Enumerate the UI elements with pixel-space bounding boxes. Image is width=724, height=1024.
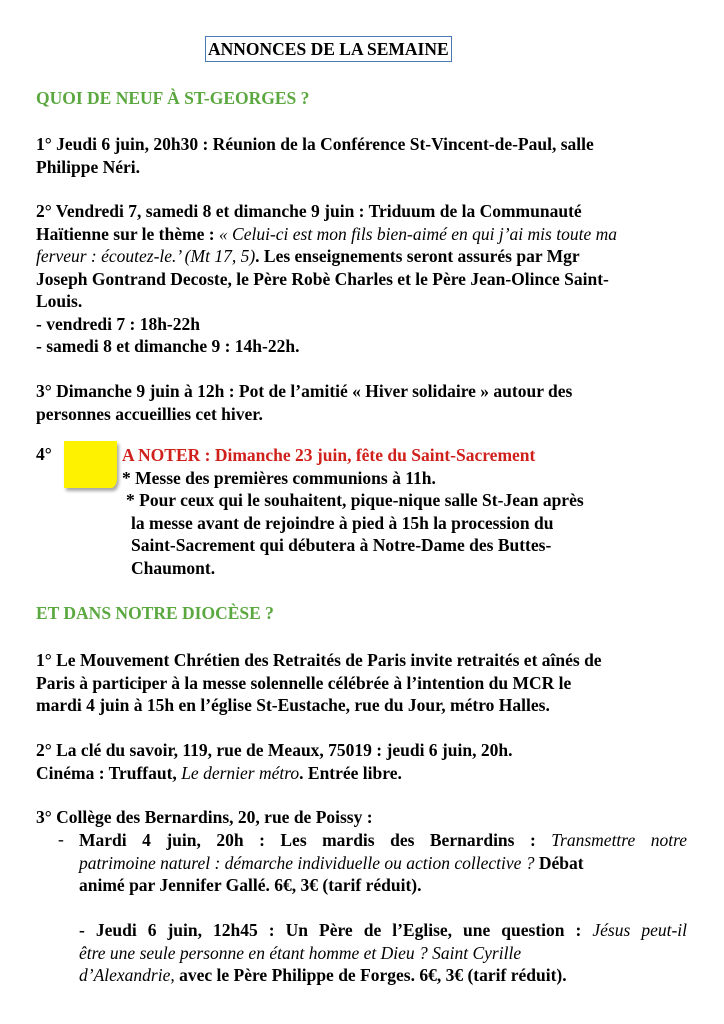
note-line: * Pour ceux qui le souhaitent, pique-nique salle St-Jean après [126, 490, 584, 510]
theme-quote-end: ferveur : écoutez-le.’ (Mt 17, 5) [36, 246, 256, 266]
announcement-line: 2° Vendredi 7, samedi 8 et dimanche 9 juin : Triduum de la Communauté [36, 201, 582, 221]
event-speaker: avec le Père Philippe de Forges. 6€, 3€ (tarif réduit). [174, 965, 567, 985]
announcement-line: personnes accueillies cet hiver. [36, 403, 263, 424]
theme-label: Haïtienne sur le thème : [36, 223, 219, 244]
schedule-line: - samedi 8 et dimanche 9 : 14h-22h. [36, 336, 300, 356]
section-heading-diocese: ET DANS NOTRE DIOCÈSE ? [36, 603, 274, 623]
event-topic: d’Alexandrie, [79, 965, 175, 985]
event-line [79, 852, 687, 875]
theme-quote: « Celui-ci est mon fils bien-aimé en qui j’ai mis toute ma [218, 223, 617, 244]
parish-announcement-2 [36, 200, 687, 358]
page-title: ANNONCES DE LA SEMAINE [205, 36, 452, 62]
note-line: Chaumont. [131, 557, 216, 578]
speakers-intro: . Les enseignements seront assurés par Mgr [255, 246, 580, 266]
announcement-line: 1° Jeudi 6 juin, 20h30 : Réunion de la Conférence St-Vincent-de-Paul, salle [36, 134, 594, 154]
note-line: la messe avant de rejoindre à pied à 15h la procession du [131, 512, 554, 533]
event-date: Mardi 4 juin, 20h : Les mardis des Bernardins : [79, 830, 552, 850]
announcement-line: 2° La clé du savoir, 119, rue de Meaux, 75019 : jeudi 6 juin, 20h. [36, 740, 513, 760]
parish-announcement-3 [36, 380, 687, 425]
event-line [79, 829, 687, 852]
note-line: * Messe des premières communions à 11h. [122, 467, 436, 488]
announcement-line [36, 762, 687, 785]
announcement-line: Joseph Gontrand Decoste, le Père Robè Charles et le Père Jean-Olince Saint- [36, 268, 609, 289]
entry-note: . Entrée libre. [299, 762, 402, 783]
event-line [79, 964, 687, 987]
announcement-line [36, 245, 687, 268]
event-line [79, 919, 687, 942]
diocese-announcement-3-heading: 3° Collège des Bernardins, 20, rue de Poissy : [36, 807, 373, 827]
bernardins-event-1 [79, 829, 687, 897]
item-number: 4° [36, 444, 52, 464]
announcement-line: 3° Dimanche 9 juin à 12h : Pot de l’amitié « Hiver solidaire » autour des [36, 381, 573, 401]
event-line: animé par Jennifer Gallé. 6€, 3€ (tarif réduit). [79, 875, 422, 895]
bernardins-event-2 [79, 919, 687, 987]
event-topic: patrimoine naturel : démarche individuelle ou action collective ? [79, 852, 535, 873]
announcement-line [36, 223, 687, 246]
schedule-line: - vendredi 7 : 18h-22h [36, 313, 200, 334]
note-headline: A NOTER : Dimanche 23 juin, fête du Saint-Sacrement [122, 445, 536, 465]
diocese-announcement-2 [36, 739, 687, 784]
event-debate: Débat [534, 852, 584, 873]
diocese-announcement-1 [36, 649, 687, 717]
section-heading-parish: QUOI DE NEUF À ST-GEORGES ? [36, 88, 310, 108]
list-dash: - [58, 829, 64, 849]
announcement-line: Paris à participer à la messe solennelle célébrée à l’intention du MCR le [36, 672, 572, 693]
announcement-line: Philippe Néri. [36, 156, 141, 177]
note-line: Saint-Sacrement qui débutera à Notre-Dame des Buttes- [131, 535, 552, 555]
event-topic: Transmettre notre [551, 830, 687, 850]
event-topic: Jésus peut-il [592, 920, 687, 940]
event-line: être une seule personne en étant homme et Dieu ? Saint Cyrille [79, 942, 522, 963]
parish-announcement-4 [122, 444, 584, 579]
event-date: - Jeudi 6 juin, 12h45 : Un Père de l’Eglise, une question : [79, 920, 593, 940]
parish-announcement-1 [36, 133, 687, 178]
announcement-line: Louis. [36, 291, 83, 311]
announcement-line: mardi 4 juin à 15h en l’église St-Eustache, rue du Jour, métro Halles. [36, 695, 550, 715]
film-title: Le dernier métro [181, 762, 300, 783]
cinema-label: Cinéma : Truffaut, [36, 762, 182, 783]
announcement-line: 1° Le Mouvement Chrétien des Retraités de Paris invite retraités et aînés de [36, 650, 602, 670]
sticky-note-icon [64, 441, 117, 488]
